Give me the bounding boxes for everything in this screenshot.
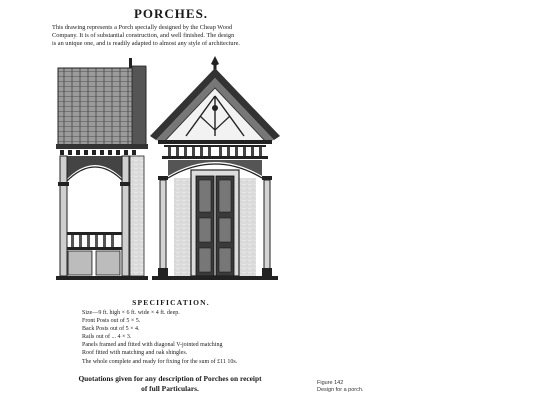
- intro-line: This drawing represents a Porch specially designed by the Cheap Wood: [52, 24, 233, 31]
- porch-column: [158, 176, 168, 276]
- quote-line: of full Particulars.: [141, 384, 199, 393]
- intro-line: Company. It is of substantial construction, and well finished. The design: [52, 32, 235, 39]
- intro-line: is an unique one, and is readily adapted to almost any style of architecture.: [52, 40, 240, 47]
- figure-number: Figure 142: [317, 380, 344, 386]
- spec-line: Rails out of ... 4 × 3.: [82, 334, 132, 341]
- quotation-note: [44, 374, 296, 394]
- spec-line: Front Posts out of 5 × 5.: [82, 318, 141, 325]
- intro-paragraph: [52, 24, 290, 48]
- specification-list: [82, 309, 292, 366]
- front-elevation: [150, 56, 280, 280]
- side-elevation: [56, 58, 148, 280]
- spec-line: Panels framed and fitted with diagonal V-jointed matching: [82, 342, 223, 349]
- porch-column: [262, 176, 272, 276]
- porch-illustration: [52, 52, 292, 296]
- figure-description: Design for a porch.: [317, 387, 364, 393]
- advert-title: PORCHES.: [133, 6, 209, 21]
- spec-line: Roof fitted with matching and oak shingles.: [82, 350, 188, 357]
- spec-line: Size—9 ft. high × 6 ft. wide × 4 ft. deep.: [82, 310, 180, 316]
- quote-line: Quotations given for any description of Porches on receipt: [78, 374, 262, 383]
- specification-heading: SPECIFICATION.: [132, 298, 210, 307]
- spec-line: The whole complete and ready for fixing for the sum of £11 10s.: [82, 358, 238, 365]
- figure-caption: [317, 380, 363, 394]
- spec-line: Back Posts out of 5 × 4.: [82, 326, 140, 333]
